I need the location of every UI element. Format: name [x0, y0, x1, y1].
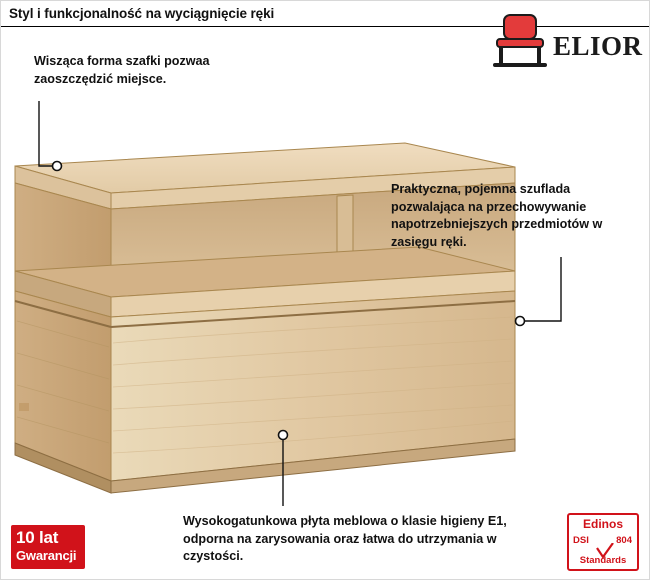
brand-logo — [475, 13, 643, 75]
edinos-standards: Standards — [579, 555, 627, 566]
warranty-badge — [11, 525, 85, 569]
callout-2-text: Praktyczna, pojemna szuflada pozwalająca na przechowywanie napotrzebniejszych przedmiotów w zasięgu ręki. — [391, 182, 603, 249]
edinos-badge — [567, 513, 639, 571]
page-title: Styl i funkcjonalność na wyciągnięcie ręki — [9, 6, 275, 21]
brand-name: ELIOR — [553, 31, 643, 61]
callout-3-text: Wysokogatunkowa płyta meblowa o klasie higieny E1, odporna na zarysowania oraz łatwa do utrzymania w czystości. — [183, 514, 507, 563]
callout-1-text: Wisząca forma szafki pozwaa zaoszczędzić miejsce. — [34, 54, 210, 86]
edinos-number: 804 — [616, 535, 632, 546]
edinos-name: Edinos — [582, 517, 623, 531]
warranty-label: Gwarancji — [16, 548, 77, 563]
edinos-dsi: DSI — [573, 535, 589, 546]
warranty-years: 10 lat — [16, 528, 59, 547]
red-chair-icon — [491, 13, 549, 69]
product-illustration — [1, 121, 650, 501]
